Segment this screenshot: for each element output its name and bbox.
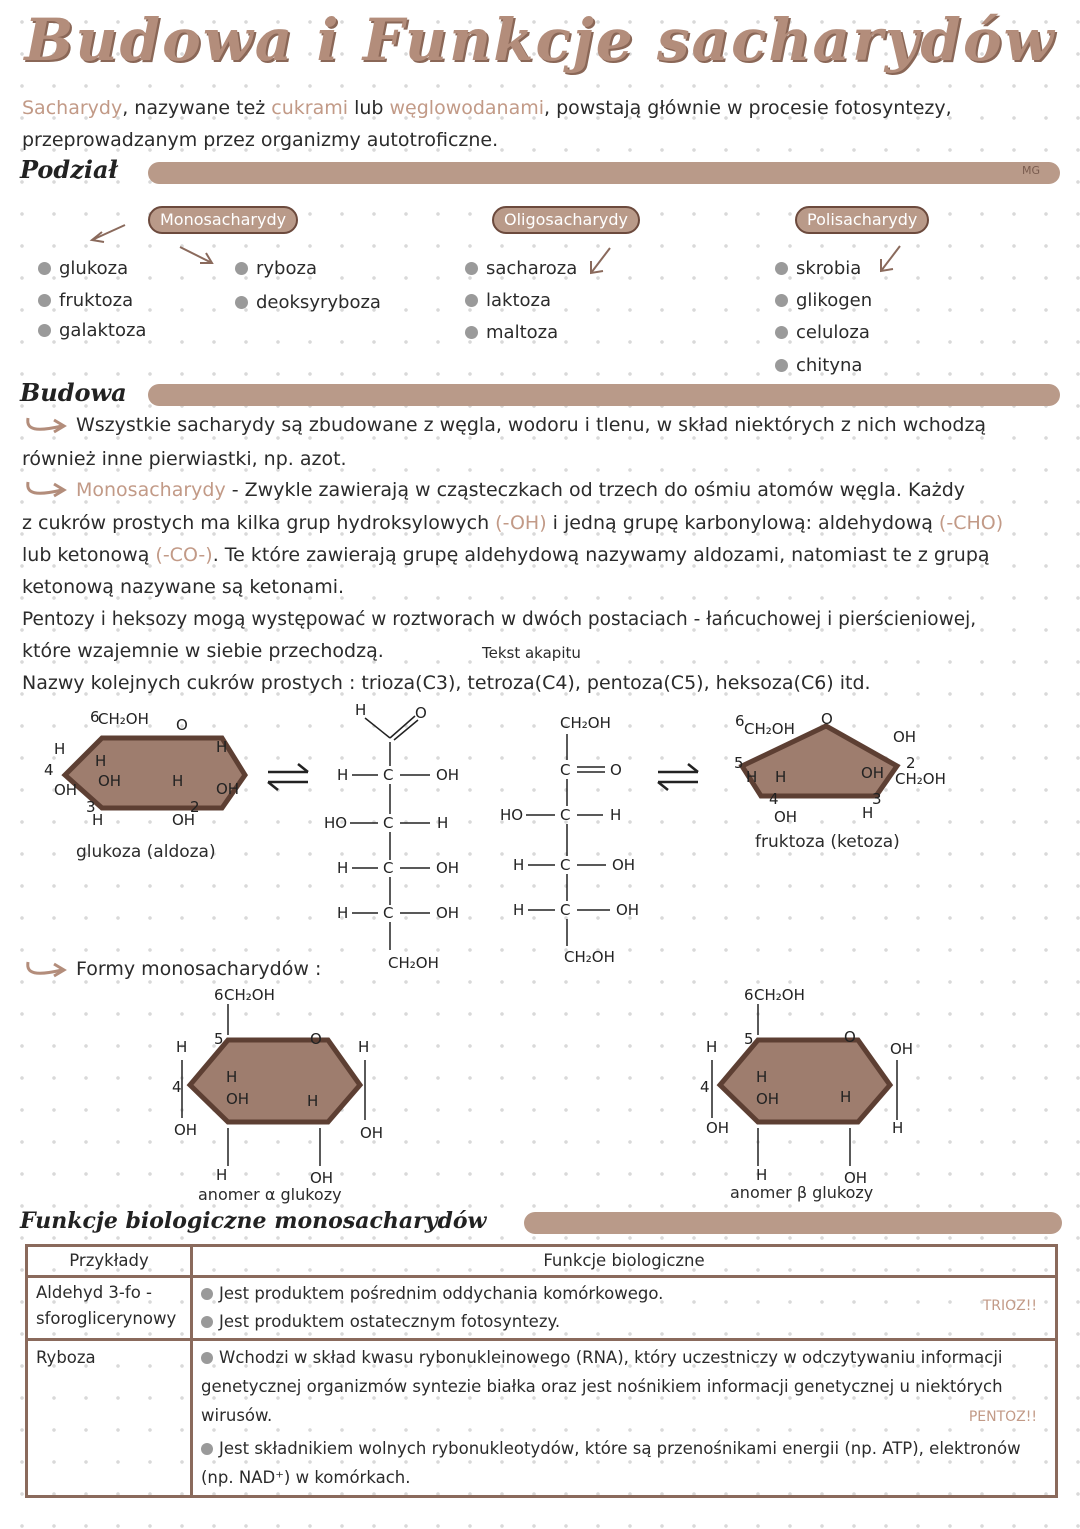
svg-text:OH: OH — [172, 811, 196, 829]
list-item: skrobia — [775, 258, 872, 280]
table-row — [27, 1277, 1057, 1340]
svg-text:6: 6 — [214, 986, 224, 1004]
list-mono-right — [235, 258, 381, 314]
table-cell-functions — [192, 1277, 1057, 1340]
svg-text:5: 5 — [734, 754, 744, 772]
table-cell-name: Ryboza — [27, 1340, 192, 1497]
svg-text:OH: OH — [216, 780, 240, 798]
term-weglowodanami: węglowodanami — [389, 97, 545, 119]
text: - Zwykle zawierają w cząsteczkach od trzech do ośmiu atomów węgla. Każdy — [225, 479, 966, 501]
svg-text:H: H — [95, 752, 107, 770]
list-item: deoksyryboza — [235, 292, 381, 314]
budowa-p1-a: Wszystkie sacharydy są zbudowane z węgla, wodoru i tlenu, w skład niektórych z nich wchodzą — [76, 414, 987, 436]
svg-text:H: H — [862, 804, 874, 822]
svg-text:3: 3 — [872, 790, 882, 808]
function-item: Jest produktem ostatecznym fotosyntezy. — [201, 1308, 1047, 1336]
text: . Te które zawierają grupę aldehydową nazywamy aldozami, natomiast te z grupą — [212, 544, 990, 566]
text-placeholder-note: Tekst akapitu — [482, 644, 581, 662]
intro-text: lub — [348, 97, 390, 119]
svg-text:5: 5 — [744, 1030, 754, 1048]
svg-text:H: H — [358, 1038, 370, 1056]
svg-text:OH: OH — [844, 1169, 868, 1187]
formula-co: (-CO-) — [155, 544, 213, 566]
svg-text:CH₂OH: CH₂OH — [564, 948, 615, 966]
section-divider — [524, 1212, 1062, 1234]
budowa-p2-b — [22, 507, 1003, 539]
svg-text:H: H — [892, 1119, 904, 1137]
alpha-glukoza-ring — [190, 1040, 360, 1122]
svg-text:C: C — [560, 856, 571, 874]
svg-text:OH: OH — [54, 781, 78, 799]
svg-text:O: O — [415, 704, 427, 722]
section-budowa-heading: Budowa — [20, 378, 127, 407]
table-row — [27, 1340, 1057, 1497]
curved-arrow-icon — [22, 958, 70, 980]
svg-text:C: C — [383, 904, 394, 922]
beta-glukoza-ring — [720, 1040, 890, 1122]
svg-text:H: H — [172, 772, 184, 790]
svg-text:4: 4 — [769, 790, 779, 808]
svg-text:6: 6 — [744, 986, 754, 1004]
budowa-p1-b: również inne pierwiastki, np. azot. — [22, 448, 347, 470]
section-divider — [148, 384, 1060, 406]
svg-text:H: H — [706, 1038, 718, 1056]
budowa-p2-c — [22, 539, 990, 571]
list-item: ryboza — [235, 258, 381, 280]
svg-text:HO: HO — [500, 806, 524, 824]
svg-text:O: O — [610, 761, 622, 779]
svg-text:OH: OH — [774, 808, 798, 826]
curved-arrow-icon — [22, 478, 70, 500]
svg-text:CH₂OH: CH₂OH — [560, 714, 611, 732]
text: z cukrów prostych ma kilka grup hydroksylowych — [22, 512, 496, 534]
budowa-p3-a: Pentozy i heksozy mogą występować w roztworach w dwóch postaciach - łańcuchowej i pierścieniowej, — [22, 609, 977, 630]
function-item: Wchodzi w skład kwasu rybonukleinowego (RNA), który uczestniczy w odczytywaniu informacji genetycznej organizmów syntezie białka oraz jest nośnikiem informacji genetycznej u niektórych wirusów. — [201, 1343, 1025, 1430]
svg-text:OH: OH — [226, 1090, 250, 1108]
svg-text:OH: OH — [436, 766, 460, 784]
pill-monosacharydy: Monosacharydy — [148, 206, 298, 234]
svg-text:H: H — [610, 806, 622, 824]
svg-text:H: H — [437, 814, 449, 832]
list-item: galaktoza — [38, 320, 146, 342]
svg-text:4: 4 — [700, 1078, 710, 1096]
svg-text:OH: OH — [436, 859, 460, 877]
section-funkcje-heading: Funkcje biologiczne monosacharydów — [20, 1208, 487, 1234]
svg-text:CH₂OH: CH₂OH — [895, 770, 946, 788]
svg-text:C: C — [560, 761, 571, 779]
intro-text: , powstają głównie w procesie fotosyntezy, — [544, 97, 952, 119]
list-item: chityna — [775, 355, 872, 377]
svg-text:H: H — [307, 1092, 319, 1110]
section-podzial-heading: Podział — [20, 155, 118, 184]
list-item: laktoza — [465, 290, 577, 312]
svg-text:CH₂OH: CH₂OH — [224, 986, 275, 1004]
svg-text:OH: OH — [861, 764, 885, 782]
svg-text:OH: OH — [616, 901, 640, 919]
svg-text:OH: OH — [756, 1090, 780, 1108]
equilibrium-arrows-icon — [268, 764, 698, 790]
svg-text:5: 5 — [214, 1030, 224, 1048]
svg-text:6: 6 — [735, 712, 745, 730]
caption-anomer-beta: anomer β glukozy — [730, 1183, 874, 1202]
text: i jedną grupę karbonylową: aldehydową — [546, 512, 939, 534]
arrow-icon — [875, 243, 905, 278]
pill-polisacharydy: Polisacharydy — [795, 206, 929, 234]
anomers-diagram — [160, 980, 1060, 1190]
list-oligo — [465, 258, 577, 344]
svg-text:O: O — [310, 1030, 322, 1048]
intro-text: , nazywane też — [122, 97, 272, 119]
caption-fruktoza: fruktoza (ketoza) — [755, 832, 900, 852]
svg-text:C: C — [560, 806, 571, 824]
intro-line-1 — [22, 92, 1062, 124]
svg-text:H: H — [54, 740, 66, 758]
svg-text:C: C — [383, 814, 394, 832]
svg-text:H: H — [337, 859, 349, 877]
svg-text:2: 2 — [190, 798, 200, 816]
list-item: glikogen — [775, 290, 872, 312]
svg-text:H: H — [756, 1166, 768, 1184]
table-header-functions: Funkcje biologiczne — [192, 1246, 1057, 1277]
list-mono-left — [38, 258, 146, 342]
svg-text:4: 4 — [172, 1078, 182, 1096]
svg-text:2: 2 — [906, 754, 916, 772]
svg-text:H: H — [337, 904, 349, 922]
svg-text:O: O — [176, 716, 188, 734]
budowa-p2-a — [76, 474, 965, 506]
svg-text:OH: OH — [174, 1121, 198, 1139]
author-mark: MG — [1022, 164, 1041, 177]
caption-anomer-alpha: anomer α glukozy — [198, 1185, 342, 1204]
list-poli — [775, 258, 872, 377]
svg-text:CH₂OH: CH₂OH — [98, 710, 149, 728]
svg-text:H: H — [756, 1068, 768, 1086]
svg-text:OH: OH — [706, 1119, 730, 1137]
curved-arrow-icon — [22, 414, 70, 436]
caption-glukoza: glukoza (aldoza) — [76, 842, 216, 862]
table-header-row — [27, 1246, 1057, 1277]
arrow-icon — [585, 245, 615, 280]
budowa-p2-d: ketonową nazywane są ketonami. — [22, 576, 345, 598]
list-item: fruktoza — [38, 290, 146, 312]
table-header-examples: Przykłady — [27, 1246, 192, 1277]
list-item: maltoza — [465, 322, 577, 344]
section-divider — [148, 162, 1060, 184]
svg-text:CH₂OH: CH₂OH — [744, 720, 795, 738]
formula-oh: (-OH) — [495, 512, 547, 534]
svg-text:H: H — [226, 1068, 238, 1086]
list-item: celuloza — [775, 322, 872, 344]
svg-text:H: H — [92, 811, 104, 829]
svg-text:H: H — [840, 1088, 852, 1106]
svg-text:H: H — [337, 766, 349, 784]
term-cukrami: cukrami — [271, 97, 349, 119]
svg-text:4: 4 — [44, 761, 54, 779]
formy-heading: Formy monosacharydów : — [76, 958, 322, 980]
term-sacharydy: Sacharydy — [22, 97, 123, 119]
svg-text:H: H — [513, 901, 525, 919]
svg-text:H: H — [216, 738, 228, 756]
svg-text:H: H — [746, 768, 758, 786]
list-item: sacharoza — [465, 258, 577, 280]
function-item: Jest produktem pośrednim oddychania komórkowego. — [201, 1280, 1047, 1308]
svg-text:C: C — [560, 901, 571, 919]
svg-text:H: H — [513, 856, 525, 874]
svg-text:OH: OH — [893, 728, 917, 746]
svg-text:6: 6 — [90, 708, 100, 726]
svg-text:OH: OH — [436, 904, 460, 922]
term-monosacharydy: Monosacharydy — [76, 479, 226, 501]
svg-text:O: O — [821, 710, 833, 728]
svg-text:H: H — [355, 701, 367, 719]
svg-text:OH: OH — [310, 1169, 334, 1187]
svg-text:OH: OH — [360, 1124, 384, 1142]
svg-text:OH: OH — [890, 1040, 914, 1058]
list-item: glukoza — [38, 258, 146, 280]
text: lub ketonową — [22, 544, 156, 566]
svg-text:CH₂OH: CH₂OH — [388, 954, 439, 972]
budowa-p4: Nazwy kolejnych cukrów prostych : trioza(C3), tetroza(C4), pentoza(C5), heksoza(C6) itd. — [22, 672, 871, 694]
functions-table — [25, 1244, 1058, 1498]
svg-text:CH₂OH: CH₂OH — [754, 986, 805, 1004]
intro-line-2: przeprowadzanym przez organizmy autotroficzne. — [22, 129, 499, 151]
svg-text:OH: OH — [98, 772, 122, 790]
pill-oligosacharydy: Oligosacharydy — [492, 206, 640, 234]
formula-cho: (-CHO) — [938, 512, 1004, 534]
svg-text:HO: HO — [324, 814, 348, 832]
svg-text:O: O — [844, 1028, 856, 1046]
table-cell-name: Aldehyd 3-fo - sforoglicerynowy — [27, 1277, 192, 1340]
page-title: Budowa i Funkcje sacharydów — [24, 6, 1056, 74]
svg-text:C: C — [383, 766, 394, 784]
table-cell-functions — [192, 1340, 1057, 1497]
svg-text:H: H — [775, 768, 787, 786]
note-trioz: TRIOZ!! — [982, 1298, 1037, 1314]
svg-text:H: H — [216, 1166, 228, 1184]
svg-text:3: 3 — [86, 798, 96, 816]
svg-text:H: H — [176, 1038, 188, 1056]
note-pentoz: PENTOZ!! — [968, 1409, 1037, 1425]
budowa-p3-b: które wzajemnie w siebie przechodzą. — [22, 640, 384, 662]
svg-text:C: C — [383, 859, 394, 877]
function-item: Jest składnikiem wolnych rybonukleotydów, które są przenośnikami energii (np. ATP), elektronów (np. NAD⁺) w komórkach. — [201, 1434, 1025, 1492]
svg-text:OH: OH — [612, 856, 636, 874]
